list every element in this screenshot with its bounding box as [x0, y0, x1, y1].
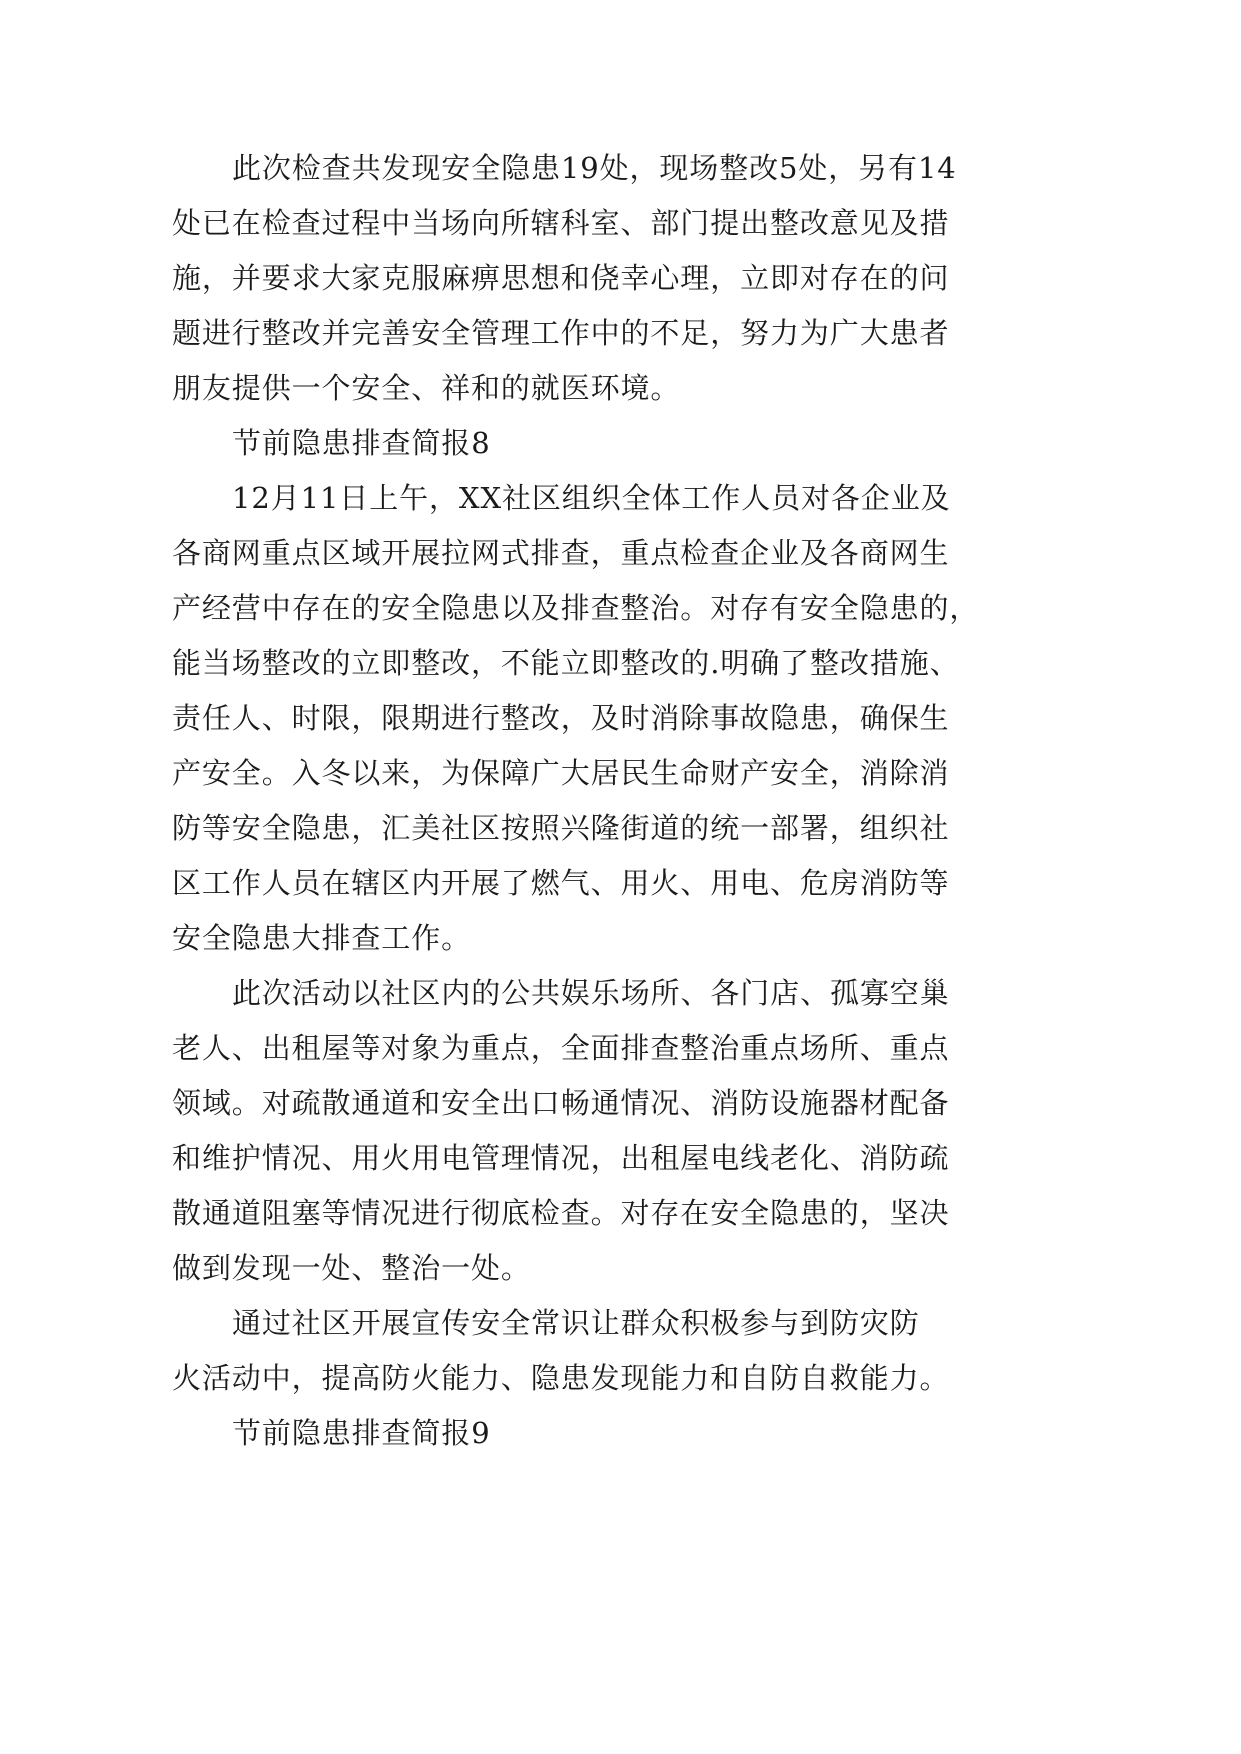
paragraph-line: 责任人、时限，限期进行整改，及时消除事故隐患，确保生 — [172, 701, 950, 735]
paragraph-line: 防等安全隐患，汇美社区按照兴隆街道的统一部署，组织社 — [172, 811, 950, 845]
paragraph-line: 和维护情况、用火用电管理情况，出租屋电线老化、消防疏 — [172, 1141, 950, 1175]
paragraph-line: 朋友提供一个安全、祥和的就医环境。 — [172, 371, 681, 405]
paragraph-line: 散通道阻塞等情况进行彻底检查。对存在安全隐患的，坚决 — [172, 1196, 950, 1230]
paragraph-line: 安全隐患大排查工作。 — [172, 921, 472, 955]
paragraph-line: 此次活动以社区内的公共娱乐场所、各门店、孤寡空巢 — [232, 976, 950, 1010]
paragraph-line: 产安全。入冬以来，为保障广大居民生命财产安全，消除消 — [172, 756, 950, 790]
paragraph-line: 老人、出租屋等对象为重点，全面排查整治重点场所、重点 — [172, 1031, 950, 1065]
paragraph-line: 题进行整改并完善安全管理工作中的不足，努力为广大患者 — [172, 316, 950, 350]
paragraph-line: 领域。对疏散通道和安全出口畅通情况、消防设施器材配备 — [172, 1086, 950, 1120]
paragraph-line: 此次检查共发现安全隐患19处，现场整改5处，另有14 — [232, 151, 957, 185]
paragraph-line: 各商网重点区域开展拉网式排查，重点检查企业及各商网生 — [172, 536, 950, 570]
paragraph-line: 通过社区开展宣传安全常识让群众积极参与到防灾防 — [232, 1306, 920, 1340]
paragraph-line: 区工作人员在辖区内开展了燃气、用火、用电、危房消防等 — [172, 866, 950, 900]
paragraph-line: 产经营中存在的安全隐患以及排查整治。对存有安全隐患的， — [172, 591, 980, 625]
paragraph-line: 能当场整改的立即整改，不能立即整改的.明确了整改措施、 — [172, 646, 960, 680]
paragraph-line: 做到发现一处、整治一处。 — [172, 1251, 531, 1285]
paragraph-line: 火活动中，提高防火能力、隐患发现能力和自防自救能力。 — [172, 1361, 950, 1395]
paragraph-line: 施，并要求大家克服麻痹思想和侥幸心理，立即对存在的问 — [172, 261, 950, 295]
paragraph-line: 12月11日上午，XX社区组织全体工作人员对各企业及 — [232, 481, 951, 515]
paragraph-line: 处已在检查过程中当场向所辖科室、部门提出整改意见及措 — [172, 206, 950, 240]
section-heading: 节前隐患排查简报8 — [232, 426, 491, 460]
section-heading: 节前隐患排查简报9 — [232, 1416, 491, 1450]
